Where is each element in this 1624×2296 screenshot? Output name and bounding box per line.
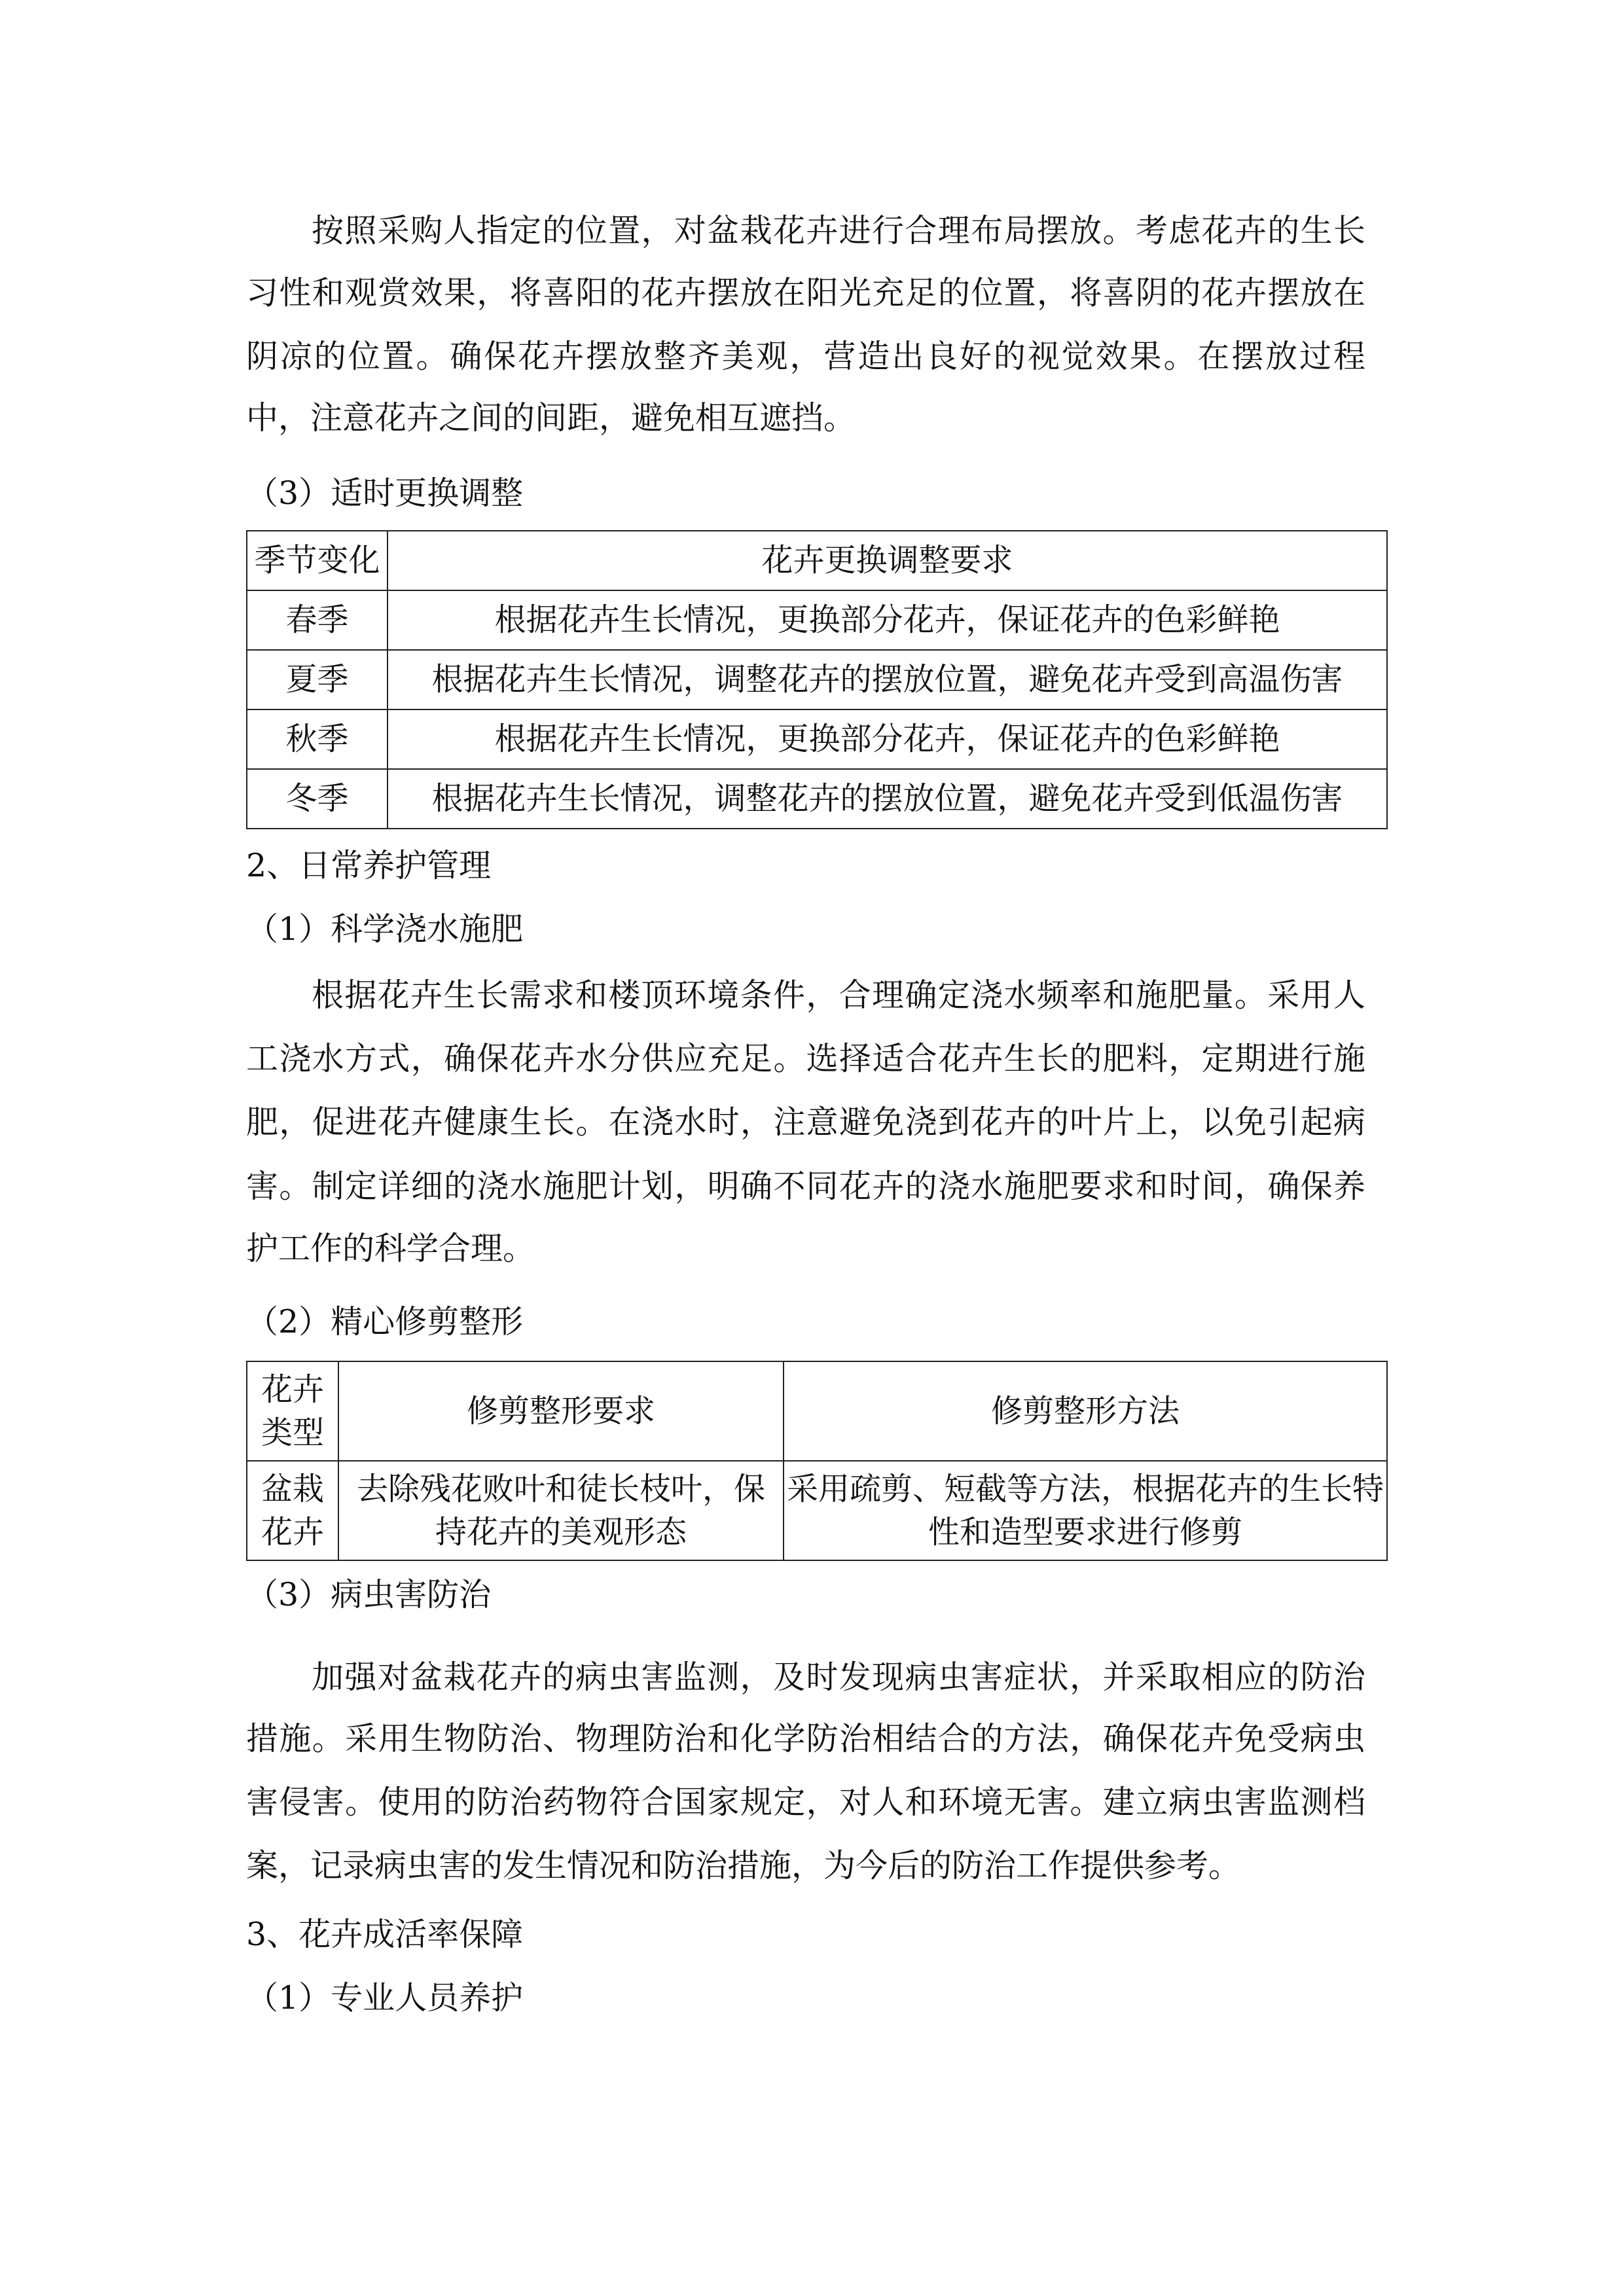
paragraph-line: 中，注意花卉之间的间距，避免相互遮挡。 [246, 399, 856, 437]
section-heading: 2、日常养护管理 [246, 847, 492, 884]
table-cell: 盆栽花卉 [247, 1461, 338, 1560]
table-header-cell: 修剪整形方法 [784, 1361, 1387, 1461]
paragraph-line: 害侵害。使用的防治药物符合国家规定，对人和环境无害。建立病虫害监测档 [246, 1784, 1365, 1821]
pruning-table [246, 1361, 1388, 1561]
table-cell: 春季 [247, 590, 388, 650]
paragraph-line: 加强对盆栽花卉的病虫害监测，及时发现病虫害症状，并采取相应的防治 [312, 1659, 1365, 1696]
table-cell: 根据花卉生长情况，调整花卉的摆放位置，避免花卉受到高温伤害 [388, 650, 1387, 709]
paragraph-line: 护工作的科学合理。 [246, 1230, 535, 1267]
paragraph-line: 肥，促进花卉健康生长。在浇水时，注意避免浇到花卉的叶片上，以免引起病 [246, 1103, 1365, 1141]
section-heading: （3）适时更换调整 [246, 475, 524, 512]
paragraph-line: 根据花卉生长需求和楼顶环境条件，合理确定浇水频率和施肥量。采用人 [312, 977, 1365, 1014]
table-header-cell: 季节变化 [247, 531, 388, 590]
table-header-cell: 修剪整形要求 [338, 1361, 784, 1461]
season-adjustment-table [246, 530, 1388, 829]
table-header-row [247, 1361, 1387, 1461]
table-cell: 秋季 [247, 709, 388, 769]
paragraph-line: 习性和观赏效果，将喜阳的花卉摆放在阳光充足的位置，将喜阴的花卉摆放在 [246, 274, 1365, 312]
table-cell: 根据花卉生长情况，调整花卉的摆放位置，避免花卉受到低温伤害 [388, 769, 1387, 829]
section-heading: （3）病虫害防治 [246, 1576, 492, 1613]
table-row [247, 1461, 1387, 1560]
table-header-row [247, 531, 1387, 590]
table-header-cell: 花卉更换调整要求 [388, 531, 1387, 590]
paragraph-line: 害。制定详细的浇水施肥计划，明确不同花卉的浇水施肥要求和时间，确保养 [246, 1168, 1365, 1205]
paragraph-line: 案，记录病虫害的发生情况和防治措施，为今后的防治工作提供参考。 [246, 1847, 1241, 1884]
paragraph-line: 按照采购人指定的位置，对盆栽花卉进行合理布局摆放。考虑花卉的生长 [312, 212, 1365, 249]
table-cell: 夏季 [247, 650, 388, 709]
table-row [247, 769, 1387, 829]
section-heading: （2）精心修剪整形 [246, 1303, 524, 1340]
table-row [247, 650, 1387, 709]
table-cell: 根据花卉生长情况，更换部分花卉，保证花卉的色彩鲜艳 [388, 590, 1387, 650]
section-heading: （1）专业人员养护 [246, 1979, 524, 2017]
table-cell: 采用疏剪、短截等方法，根据花卉的生长特性和造型要求进行修剪 [784, 1461, 1387, 1560]
table-cell: 去除残花败叶和徒长枝叶，保持花卉的美观形态 [338, 1461, 784, 1560]
paragraph-line: 措施。采用生物防治、物理防治和化学防治相结合的方法，确保花卉免受病虫 [246, 1720, 1365, 1757]
table-row [247, 590, 1387, 650]
paragraph-line: 阴凉的位置。确保花卉摆放整齐美观，营造出良好的视觉效果。在摆放过程 [246, 338, 1365, 375]
table-header-cell: 花卉类型 [247, 1361, 338, 1461]
table-row [247, 709, 1387, 769]
paragraph-line: 工浇水方式，确保花卉水分供应充足。选择适合花卉生长的肥料，定期进行施 [246, 1040, 1365, 1077]
table-cell: 冬季 [247, 769, 388, 829]
section-heading: 3、花卉成活率保障 [246, 1916, 524, 1953]
table-cell: 根据花卉生长情况，更换部分花卉，保证花卉的色彩鲜艳 [388, 709, 1387, 769]
section-heading: （1）科学浇水施肥 [246, 910, 524, 948]
